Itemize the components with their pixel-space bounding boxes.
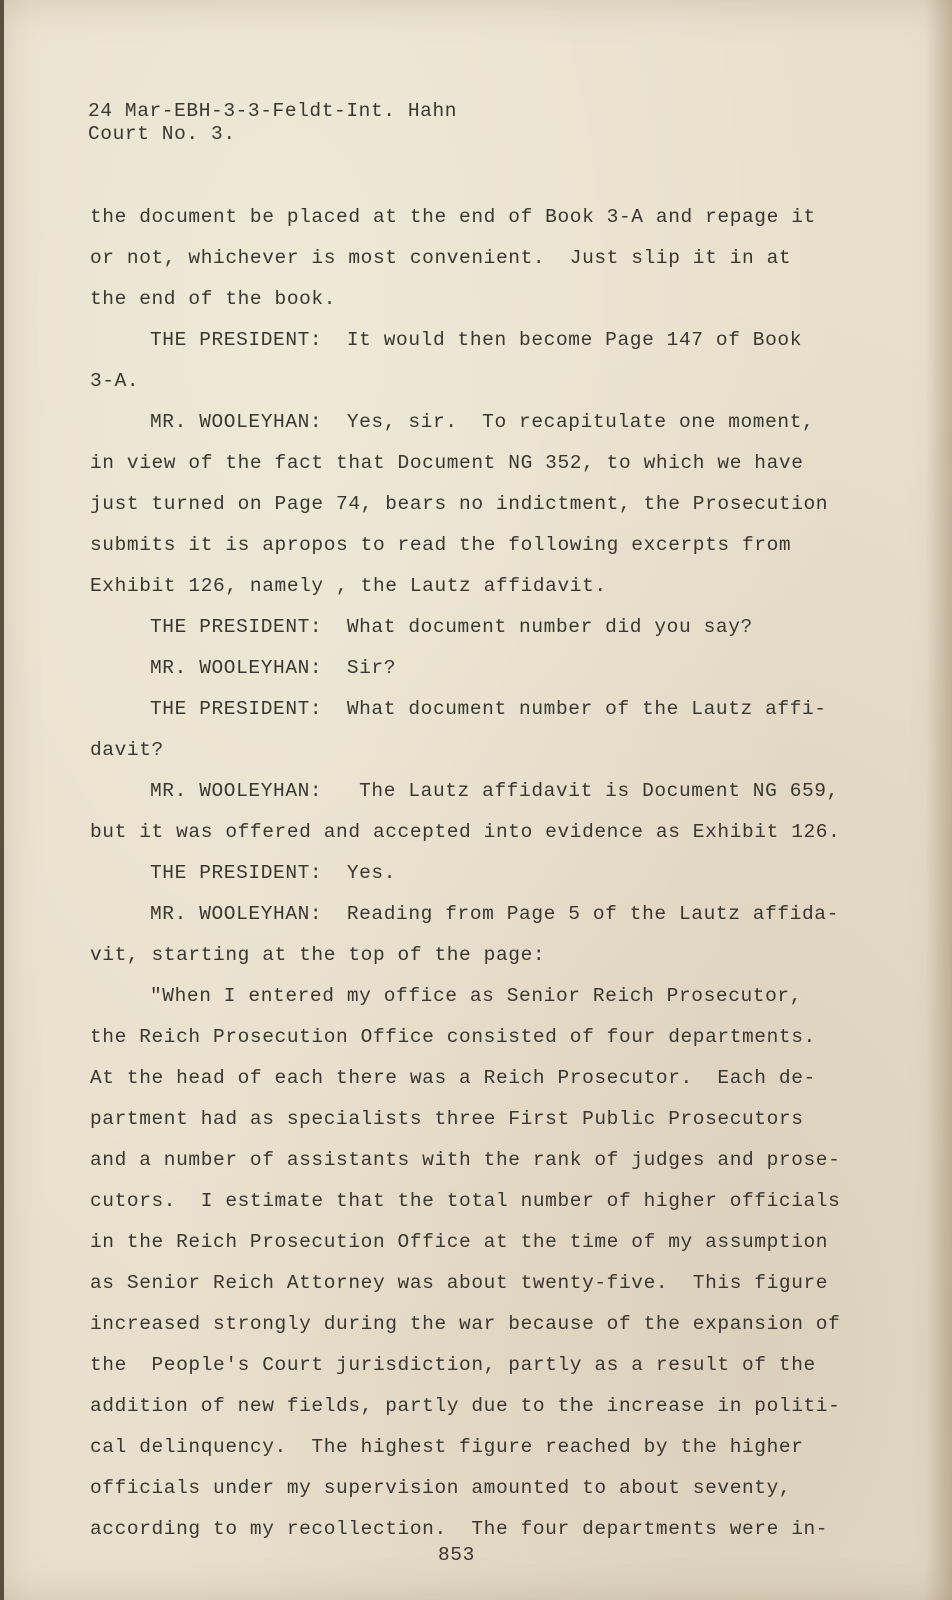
- transcript-line: Exhibit 126, namely , the Lautz affidavit.: [90, 575, 607, 597]
- transcript-line: 3-A.: [90, 370, 140, 392]
- transcript-line: the Reich Prosecution Office consisted of four departments.: [90, 1026, 816, 1048]
- transcript-line: vit, starting at the top of the page:: [90, 944, 546, 966]
- transcript-line: just turned on Page 74, bears no indictment, the Prosecution: [90, 493, 829, 515]
- transcript-line: the end of the book.: [90, 288, 337, 310]
- transcript-line: MR. WOOLEYHAN: Yes, sir. To recapitulate one moment,: [150, 411, 815, 433]
- transcript-line: cal delinquency. The highest figure reached by the higher: [90, 1436, 804, 1458]
- transcript-line: increased strongly during the war because of the expansion of: [90, 1313, 841, 1335]
- transcript-line: MR. WOOLEYHAN: The Lautz affidavit is Document NG 659,: [150, 780, 839, 802]
- transcript-line: as Senior Reich Attorney was about twenty-five. This figure: [90, 1272, 829, 1294]
- transcript-line: and a number of assistants with the rank of judges and prose-: [90, 1149, 841, 1171]
- transcript-line: the document be placed at the end of Book 3-A and repage it: [90, 206, 816, 228]
- transcript-line: officials under my supervision amounted to about seventy,: [90, 1477, 792, 1499]
- scan-right-edge: [926, 0, 952, 1600]
- transcript-line: in view of the fact that Document NG 352, to which we have: [90, 452, 804, 474]
- transcript-line: davit?: [90, 739, 164, 761]
- transcript-line: partment had as specialists three First Public Prosecutors: [90, 1108, 804, 1130]
- transcript-line: but it was offered and accepted into evidence as Exhibit 126.: [90, 821, 841, 843]
- transcript-line: THE PRESIDENT: It would then become Page 147 of Book: [150, 329, 803, 351]
- transcript-line: MR. WOOLEYHAN: Reading from Page 5 of the Lautz affida-: [150, 903, 839, 925]
- transcript-line: At the head of each there was a Reich Prosecutor. Each de-: [90, 1067, 816, 1089]
- page-header: [88, 100, 457, 146]
- transcript-line: THE PRESIDENT: Yes.: [150, 862, 397, 884]
- transcript-line: cutors. I estimate that the total number of higher officials: [90, 1190, 841, 1212]
- transcript-line: submits it is apropos to read the following excerpts from: [90, 534, 792, 556]
- transcript-body: [90, 197, 850, 1550]
- header-reference-line: 24 Mar-EBH-3-3-Feldt-Int. Hahn: [88, 100, 458, 122]
- transcript-line: THE PRESIDENT: What document number did you say?: [150, 616, 753, 638]
- header-court-line: Court No. 3.: [88, 123, 236, 145]
- transcript-line: or not, whichever is most convenient. Just slip it in at: [90, 247, 792, 269]
- scan-left-edge: [0, 0, 4, 1600]
- transcript-line: THE PRESIDENT: What document number of the Lautz affi-: [150, 698, 827, 720]
- page-number: 853: [438, 1544, 475, 1566]
- transcript-line: addition of new fields, partly due to the increase in politi-: [90, 1395, 841, 1417]
- transcript-line: in the Reich Prosecution Office at the time of my assumption: [90, 1231, 829, 1253]
- transcript-line: according to my recollection. The four departments were in-: [90, 1518, 829, 1540]
- transcript-line: MR. WOOLEYHAN: Sir?: [150, 657, 397, 679]
- transcript-line: "When I entered my office as Senior Reich Prosecutor,: [150, 985, 803, 1007]
- transcript-line: the People's Court jurisdiction, partly as a result of the: [90, 1354, 816, 1376]
